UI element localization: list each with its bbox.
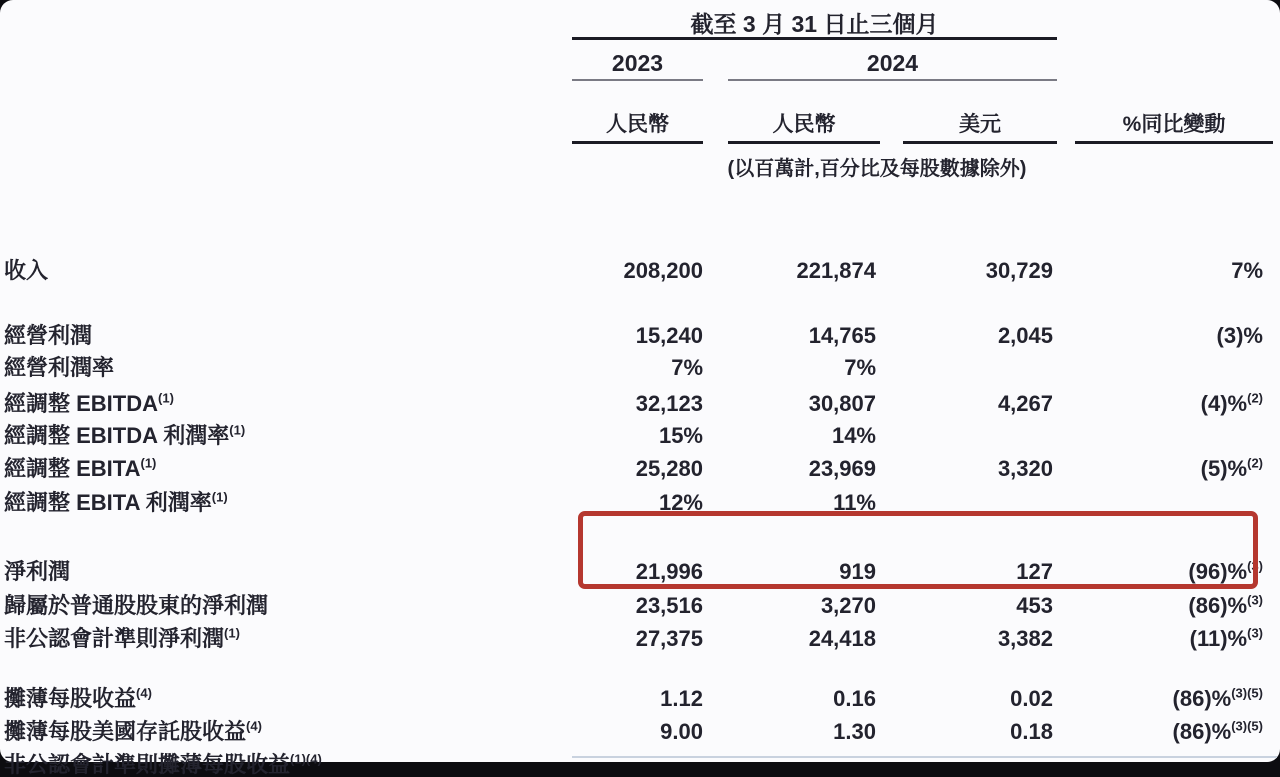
- value-2024-rmb: 23,969: [808, 456, 876, 481]
- value-yoy: (5)%$^{(2)}$: [1200, 455, 1263, 481]
- column-underline-yoy: [1075, 141, 1273, 144]
- table-row-operating-income: [0, 324, 1280, 348]
- value-2023-rmb: 25,280: [635, 456, 703, 481]
- column-header-rmb-2024: 人民幣: [772, 113, 836, 136]
- year-2024-header: 2024: [866, 50, 919, 76]
- row-label: 經調整 EBITDA$^{(1)}$: [4, 390, 174, 416]
- value-2024-usd: 0.02: [1010, 686, 1053, 711]
- row-label: 經營利潤: [4, 323, 93, 348]
- value-2024-rmb: 0.16: [833, 686, 876, 711]
- value-2023-rmb: 27,375: [635, 626, 703, 651]
- value-2023-rmb: 15%: [658, 423, 703, 448]
- value-yoy: 7%: [1231, 258, 1263, 283]
- table-row-diluted-eps-per-ads: [0, 720, 1280, 744]
- year-2024-underline: [728, 79, 1057, 81]
- column-underline-usd: [903, 141, 1057, 144]
- table-row-revenue: [0, 259, 1280, 283]
- value-yoy: (96)%$^{(3)}$: [1188, 558, 1263, 584]
- value-2024-rmb: 30,807: [808, 391, 876, 416]
- value-yoy: (86)%$^{(3)}$: [1188, 592, 1263, 618]
- value-2024-usd: 0.18: [1010, 719, 1053, 744]
- row-label: 經調整 EBITA 利潤率$^{(1)}$: [4, 489, 228, 515]
- value-2023-rmb: 21,996: [635, 559, 703, 584]
- table-row-net-income-to-shareholders: [0, 594, 1280, 618]
- column-underline-rmb-2024: [728, 141, 880, 144]
- row-label: 攤薄每股收益$^{(4)}$: [4, 685, 152, 711]
- value-2024-rmb: 3,270: [820, 593, 876, 618]
- value-2023-rmb: 12%: [658, 490, 703, 515]
- row-label: 非公認會計準則攤薄每股收益$^{(1)(4)}$: [4, 751, 322, 777]
- row-label: 歸屬於普通股股東的淨利潤: [4, 593, 269, 618]
- value-2024-usd: 4,267: [997, 391, 1053, 416]
- value-2024-usd: 127: [1016, 559, 1053, 584]
- value-2024-rmb: 919: [839, 559, 876, 584]
- row-label: 淨利潤: [4, 559, 71, 584]
- value-2023-rmb: 7%: [671, 355, 703, 380]
- value-2023-rmb: 208,200: [623, 258, 703, 283]
- table-row-adjusted-ebita: [0, 457, 1280, 481]
- value-2024-rmb: 11%: [833, 490, 876, 515]
- value-yoy: (4)%$^{(2)}$: [1200, 390, 1263, 416]
- value-2024-usd: 3,382: [997, 626, 1053, 651]
- value-2024-usd: 453: [1016, 593, 1053, 618]
- value-yoy: (86)%$^{(3)(5)}$: [1172, 718, 1263, 744]
- value-2024-rmb: 14,765: [808, 323, 876, 348]
- value-2023-rmb: 15,240: [635, 323, 703, 348]
- value-2024-rmb: 14%: [831, 423, 876, 448]
- table-row-adjusted-ebitda: [0, 392, 1280, 416]
- value-yoy: (3)%: [1216, 323, 1263, 348]
- period-title: 截至 3 月 31 日止三個月: [690, 11, 939, 37]
- value-2024-usd: 2,045: [997, 323, 1053, 348]
- value-yoy: (86)%$^{(3)(5)}$: [1172, 685, 1263, 711]
- table-row-non-gaap-diluted-eps-clipped: [0, 753, 1280, 777]
- table-row-operating-margin: [0, 356, 1280, 380]
- year-2023-header: 2023: [611, 50, 664, 76]
- table-row-non-gaap-net-income: [0, 627, 1280, 651]
- value-2024-rmb: 7%: [844, 355, 876, 380]
- value-2023-rmb: 23,516: [635, 593, 703, 618]
- value-2024-usd: 30,729: [985, 258, 1053, 283]
- period-underline: [572, 37, 1057, 40]
- highlight-box: [578, 511, 1258, 589]
- row-label: 經調整 EBITA$^{(1)}$: [4, 455, 157, 481]
- value-2023-rmb: 32,123: [635, 391, 703, 416]
- value-2024-usd: 3,320: [997, 456, 1053, 481]
- row-label: 經營利潤率: [4, 355, 115, 380]
- unit-note: (以百萬計,百分比及每股數據除外): [727, 158, 1027, 180]
- row-label: 經調整 EBITDA 利潤率$^{(1)}$: [4, 422, 246, 448]
- column-header-usd: 美元: [959, 113, 1001, 136]
- value-2023-rmb: 1.12: [660, 686, 703, 711]
- table-row-diluted-eps: [0, 687, 1280, 711]
- value-2024-rmb: 24,418: [808, 626, 876, 651]
- column-underline-rmb-2023: [572, 141, 703, 144]
- row-label: 攤薄每股美國存託股收益$^{(4)}$: [4, 718, 262, 744]
- year-2023-underline: [572, 79, 703, 81]
- column-header-rmb-2023: 人民幣: [606, 113, 669, 136]
- table-row-adjusted-ebitda-margin: [0, 424, 1280, 448]
- value-2024-rmb: 221,874: [796, 258, 876, 283]
- column-header-yoy: %同比變動: [1122, 113, 1226, 136]
- row-label: 非公認會計準則淨利潤$^{(1)}$: [4, 625, 240, 651]
- row-label: 收入: [4, 258, 49, 283]
- value-2023-rmb: 9.00: [660, 719, 703, 744]
- value-yoy: (11)%$^{(3)}$: [1189, 625, 1263, 651]
- value-2024-rmb: 1.30: [833, 719, 876, 744]
